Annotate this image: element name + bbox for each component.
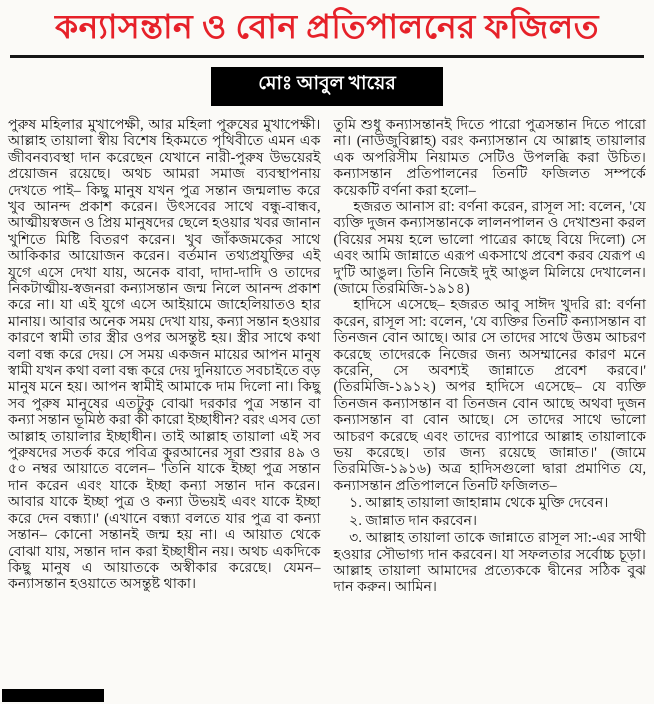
body-paragraph: পুরুষ মহিলার মুখাপেক্ষী, আর মহিলা পুরুষের মুখাপেক্ষী। আল্লাহ তায়ালা স্বীয় বিশেষ হিকমতে পৃথিবীতে এমন এক জীবনব্যবস্থা দান করেছেন যেখানে নারী-পুরুষ উভয়েরই প্রয়োজন রয়েছে। অথচ আমরা সমাজ ব্যবস্থাপনায় দেখতে পাই– কিছু মানুষ যখন পুত্র সন্তান জন্মলাভ করে খুব আনন্দ প্রকাশ করেন। উৎসবের সাথে বন্ধু-বান্ধব, আত্মীয়স্বজন ও প্রিয় মানুষদের ছেলে হওয়ার খবর জানান খুশিতে মিষ্টি বিতরণ করেন। খুব জাঁকজমকের সাথে আকিকার আয়োজন করেন। বর্তমান তথ্যপ্রযুক্তির এই যুগে এসে দেখা যায়, অনেক বাবা, দাদা-দাদি ও তাদের নিকটাত্মীয়-স্বজনরা কন্যাসন্তান জন্ম নিলে আনন্দ প্রকাশ করে না। যা এই যুগে এসে আইয়ামে জাহেলিয়াতও হার মানায়। আবার অনেক সময় দেখা যায়, কন্যা সন্তান হওয়ার কারণে স্বামী তার স্ত্রীর ওপর অসন্তুষ্ট হয়। স্ত্রীর সাথে কথা বলা বন্ধ করে দেয়। সে সময় একজন মায়ের আপন মানুষ স্বামী যখন কথা বলা বন্ধ করে দেয় দুনিয়াতে সবচাইতে বড় মানুষ মনে হয়। আপন স্বামীই আমাকে দাম দিলো না। কিছু সব পুরুষ মানুষের এতটুকু বোঝা দরকার পুত্র সন্তান বা কন্যা সন্তান ভূমিষ্ঠ করা কী কারো ইচ্ছাধীন? বরং এসব তো আল্লাহ তায়ালার ইচ্ছাধীন। তাই আল্লাহ তায়ালা এই সব পুরুষদের সতর্ক করে পবিত্র কুরআনের সূরা শুরার ৪৯ ও ৫০ নম্বর আয়াতে বলেন– 'তিনি যাকে ইচ্ছা পুত্র সন্তান দান করেন এবং যাকে ইচ্ছা কন্যা সন্তান দান করেন। আবার যাকে ইচ্ছা পুত্র ও কন্যা উভয়ই এবং যাকে ইচ্ছা করে দেন বন্ধ্যা।' (এখানে বন্ধ্যা বলতে যার পুত্র বা কন্যা সন্তান– কোনো সন্তানই জন্ম হয় না। এ আয়াত থেকে বোঝা যায়, সন্তান দান করা ইচ্ছাধীন নয়। অথচ একদিকে কিছু মানুষ এ আয়াতকে অস্বীকার করেছে। যেমন– কন্যাসন্তান হওয়াতে অসন্তুষ্ট থাকা। xyxy=(8,116,321,593)
article-body xyxy=(8,117,646,596)
right-column xyxy=(334,117,647,596)
numbered-list-item: ৩. আল্লাহ তায়ালা তাকে জান্নাতে রাসূল সা:-এর সাথী হওয়ার সৌভাগ্য দান করবেন। যা সফলতার সর্বোচ্চ চূড়া। আল্লাহ তায়ালা আমাদের প্রত্যেককে দ্বীনের সঠিক বুঝ দান করুন। আমিন। xyxy=(333,530,646,596)
byline-text: মোঃ আবুল খায়ের xyxy=(258,72,396,94)
body-paragraph: তুমি শুধু কন্যাসন্তানই দিতে পারো পুত্রসন্তান দিতে পারো না। (নাউজুবিল্লাহ) বরং কন্যাসন্তান যে আল্লাহ তায়ালার এক অপরিসীম নিয়ামত সেটিও উপলব্ধি করা উচিত। কন্যাসন্তান প্রতিপালনের তিনটি ফজিলত সম্পর্কে কয়েকটি বর্ণনা করা হলো– xyxy=(333,116,646,199)
body-paragraph: হাদিসে এসেছে– হজরত আবু সাঈদ খুদরি রা: বর্ণনা করেন, রাসূল সা: বলেন, 'যে ব্যক্তির তিনটি কন্যাসন্তান বা তিনজন বোন আছে। আর সে তাদের সাথে উত্তম আচরণ করেছে তাদেরকে নিজের জন্য অসম্মানের কারণ মনে করেনি, সে অবশ্যই জান্নাতে প্রবেশ করবে।' (তিরমিজি-১৯১২) অপর হাদিসে এসেছে– যে ব্যক্তি তিনজন কন্যাসন্তান বা তিনজন বোন আছে অথবা দুজন কন্যাসন্তান বা বোন আছে। সে তাদের সাথে ভালো আচরণ করেছে এবং তাদের ব্যাপারে আল্লাহ তায়ালাকে ভয় করেছে। তার জন্য রয়েছে জান্নাত।' (জামে তিরমিজি-১৯১৬) অত্র হাদিসগুলো দ্বারা প্রমাণিত যে, কন্যাসন্তান প্রতিপালনে তিনটি ফজিলত– xyxy=(333,297,646,494)
body-paragraph: হজরত আনাস রা: বর্ণনা করেন, রাসূল সা: বলেন, 'যে ব্যক্তি দুজন কন্যাসন্তানকে লালনপালন ও দেখাশুনা করল (বিয়ের সময় হলে ভালো পাত্রের কাছে বিয়ে দিলো) সে এবং আমি জান্নাতে এরূপ একসাথে প্রবেশ করব যেরূপ এ দু'টি আঙুল। তিনি নিজেই দুই আঙুল মিলিয়ে দেখালেন। (জামে তিরমিজি-১৯১৪) xyxy=(333,198,646,297)
numbered-list-item: ২. জান্নাত দান করবেন। xyxy=(349,512,478,529)
title-underline-rule xyxy=(10,55,644,58)
left-column xyxy=(8,117,321,596)
footer-black-bar xyxy=(2,689,104,702)
byline-bar xyxy=(211,67,443,106)
article-title: কন্যাসন্তান ও বোন প্রতিপালনের ফজিলত xyxy=(55,10,599,46)
numbered-list-item: ১. আল্লাহ তায়ালা জাহান্নাম থেকে মুক্তি দেবেন। xyxy=(349,495,609,512)
